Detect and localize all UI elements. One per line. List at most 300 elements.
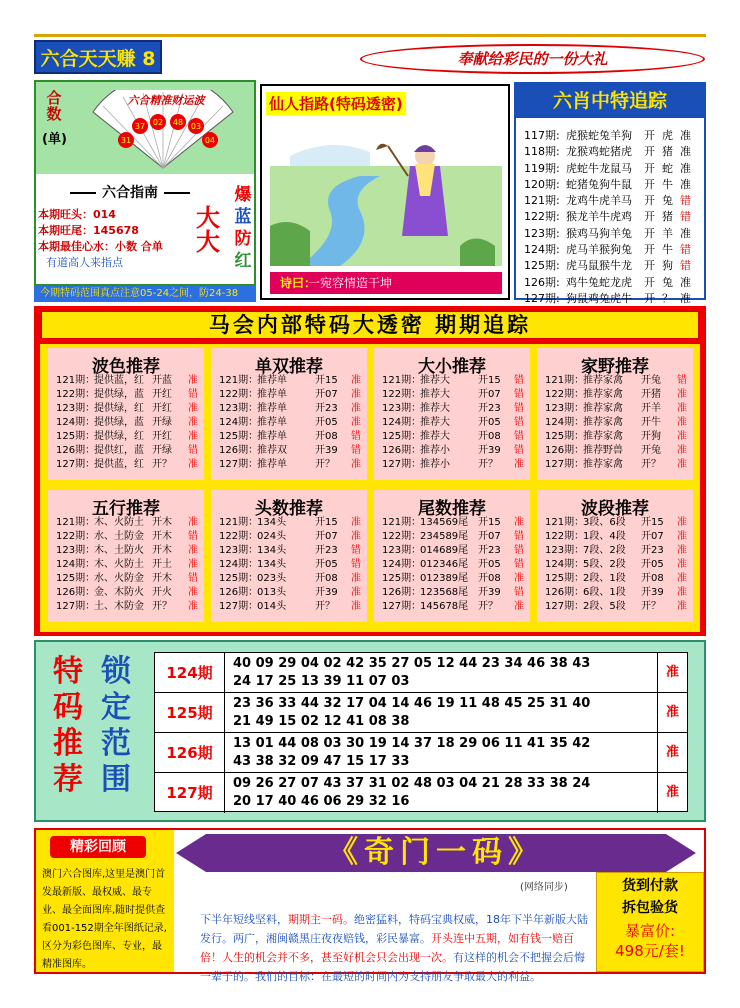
lock-char: 围 bbox=[101, 762, 131, 797]
six-zodiac-z: 蛇猪兔狗牛鼠 bbox=[566, 177, 632, 191]
recommend-p: 127期： bbox=[382, 459, 422, 470]
recommend-card-title: 单双推荐 bbox=[255, 357, 323, 377]
lock-char: 特 bbox=[53, 654, 83, 689]
recommend-s: 准 bbox=[677, 545, 687, 556]
svg-text:31: 31 bbox=[120, 136, 132, 145]
recommend-row bbox=[48, 516, 204, 530]
recommend-s: 准 bbox=[351, 517, 361, 528]
recommend-c: 木、土防火 bbox=[94, 545, 144, 556]
recommend-o: 开07 bbox=[315, 389, 338, 400]
recommend-row bbox=[374, 600, 530, 614]
recommend-row bbox=[211, 516, 367, 530]
qimen-body-c: 绝密猛料，特码宝典权威，18年下半年新版大陆发行。两广，湘闽赣黑庄夜夜赔钱，彩民暴富。 bbox=[200, 913, 588, 945]
recommend-row bbox=[211, 374, 367, 388]
recommend-card-title: 尾数推荐 bbox=[418, 499, 486, 519]
recommend-o: 开兔 bbox=[641, 445, 661, 456]
recommend-p: 126期： bbox=[382, 445, 422, 456]
recommend-s: 错 bbox=[351, 559, 361, 570]
recommend-s: 错 bbox=[514, 445, 524, 456]
lock-numbers-line2: 43 38 32 09 47 15 17 33 bbox=[233, 754, 410, 769]
recommend-p: 127期： bbox=[56, 459, 96, 470]
recommend-p: 124期： bbox=[382, 559, 422, 570]
recommend-c: 提供红，蓝 bbox=[94, 445, 144, 456]
recommend-row bbox=[374, 572, 530, 586]
recommend-s: 准 bbox=[188, 459, 198, 470]
recommend-o: 开08 bbox=[478, 431, 501, 442]
recommend-row bbox=[48, 572, 204, 586]
recommend-s: 错 bbox=[188, 573, 198, 584]
recommend-s: 错 bbox=[514, 389, 524, 400]
recommend-o: 开05 bbox=[315, 559, 338, 570]
six-zodiac-p: 125期: bbox=[524, 259, 560, 273]
recommend-row bbox=[211, 416, 367, 430]
fan-title: 六合精准财运波 bbox=[127, 94, 205, 107]
recommend-s: 错 bbox=[188, 531, 198, 542]
six-zodiac-r: 蛇 bbox=[662, 161, 673, 175]
recommend-row bbox=[48, 402, 204, 416]
recommend-p: 122期： bbox=[382, 389, 422, 400]
six-zodiac-z: 狗鼠鸡兔虎牛 bbox=[566, 291, 632, 305]
six-zodiac-s: 准 bbox=[680, 145, 691, 159]
recommend-o: 开23 bbox=[478, 403, 501, 414]
recommend-o: 开08 bbox=[315, 573, 338, 584]
recommend-row bbox=[211, 600, 367, 614]
svg-text:48: 48 bbox=[172, 118, 184, 127]
recommend-s: 错 bbox=[677, 375, 687, 386]
recommend-c: 7段、2段 bbox=[583, 545, 626, 556]
lock-table bbox=[154, 652, 688, 812]
recommend-row bbox=[537, 572, 693, 586]
recommend-s: 准 bbox=[188, 375, 198, 386]
recommend-row bbox=[374, 416, 530, 430]
promo-price-label: 暴富价: bbox=[624, 922, 676, 940]
recommend-o: 开39 bbox=[478, 445, 501, 456]
recommend-p: 126期： bbox=[219, 445, 259, 456]
recommend-p: 121期： bbox=[382, 517, 422, 528]
recommend-s: 错 bbox=[188, 445, 198, 456]
recommend-p: 121期： bbox=[382, 375, 422, 386]
recommend-s: 准 bbox=[188, 403, 198, 414]
recommend-card bbox=[211, 348, 367, 480]
six-zodiac-r: 狗 bbox=[662, 259, 673, 273]
lock-char: 推 bbox=[53, 726, 83, 761]
recommend-row bbox=[211, 388, 367, 402]
side-fang: 防 bbox=[234, 229, 252, 249]
recommend-o: 开蓝 bbox=[152, 375, 172, 386]
recommend-p: 124期： bbox=[545, 559, 585, 570]
six-zodiac-p: 123期: bbox=[524, 226, 560, 240]
recommend-p: 126期： bbox=[219, 587, 259, 598]
recommend-s: 错 bbox=[188, 389, 198, 400]
six-zodiac-r: ？ bbox=[662, 291, 673, 305]
six-zodiac-p: 120期: bbox=[524, 177, 560, 191]
side-lan: 蓝 bbox=[234, 207, 252, 227]
recommend-o: 开05 bbox=[478, 559, 501, 570]
review-text: 澳门六合图库,这里是澳门首发最新版、最权威、最专业、最全面图库,随时提供查看001-152期全年图纸记录,区分为彩色图库、专业，最精准图库。 bbox=[42, 869, 167, 970]
lock-period: 125期 bbox=[155, 693, 225, 733]
recommend-s: 准 bbox=[514, 459, 524, 470]
recommend-row bbox=[48, 416, 204, 430]
six-zodiac-z: 猴龙羊牛虎鸡 bbox=[566, 210, 632, 224]
qimen-banner: 《奇门一码》 bbox=[328, 835, 544, 870]
six-zodiac-k: 开 bbox=[644, 145, 655, 159]
svg-text:04: 04 bbox=[204, 136, 216, 145]
recommend-s: 错 bbox=[514, 403, 524, 414]
recommend-p: 123期： bbox=[545, 403, 585, 414]
recommend-p: 123期： bbox=[382, 403, 422, 414]
recommend-row bbox=[48, 444, 204, 458]
six-zodiac-r: 兔 bbox=[662, 275, 673, 289]
recommend-row bbox=[211, 558, 367, 572]
recommend-s: 准 bbox=[677, 531, 687, 542]
guide-title: 六合指南 bbox=[60, 182, 200, 202]
recommend-s: 准 bbox=[188, 559, 198, 570]
lock-status: 准 bbox=[657, 653, 687, 693]
recommend-row bbox=[537, 516, 693, 530]
recommend-row bbox=[48, 388, 204, 402]
six-zodiac-row bbox=[524, 193, 704, 209]
recommend-s: 准 bbox=[351, 573, 361, 584]
recommend-s: 准 bbox=[188, 587, 198, 598]
recommend-p: 124期： bbox=[56, 417, 96, 428]
six-zodiac-row bbox=[524, 226, 704, 242]
guide-line-head: 本期旺头：014 bbox=[38, 208, 116, 221]
recommend-p: 125期： bbox=[545, 573, 585, 584]
recommend-c: 012389尾 bbox=[420, 573, 469, 584]
recommend-p: 124期： bbox=[382, 417, 422, 428]
recommend-s: 准 bbox=[351, 375, 361, 386]
recommend-s: 错 bbox=[351, 545, 361, 556]
lock-status: 准 bbox=[657, 693, 687, 733]
six-zodiac-z: 鸡牛兔蛇龙虎 bbox=[566, 275, 632, 289]
recommend-p: 122期： bbox=[56, 531, 96, 542]
recommend-card-title: 波色推荐 bbox=[92, 357, 160, 377]
recommend-p: 122期： bbox=[219, 389, 259, 400]
recommend-row bbox=[211, 544, 367, 558]
six-zodiac-s: 准 bbox=[680, 129, 691, 142]
recommend-o: 开红 bbox=[152, 403, 172, 414]
recommend-c: 推荐单 bbox=[257, 389, 287, 400]
recommend-card-title: 家野推荐 bbox=[581, 357, 649, 377]
six-zodiac-list bbox=[524, 128, 704, 307]
recommend-c: 推荐家禽 bbox=[583, 459, 623, 470]
recommend-p: 125期： bbox=[219, 573, 259, 584]
recommend-s: 准 bbox=[514, 573, 524, 584]
recommend-row bbox=[537, 430, 693, 444]
six-zodiac-p: 127期: bbox=[524, 291, 560, 305]
recommend-s: 准 bbox=[677, 431, 687, 442]
recommend-row bbox=[48, 558, 204, 572]
guide-line-tail: 本期旺尾：145678 bbox=[38, 224, 139, 237]
recommend-c: 2段、5段 bbox=[583, 601, 626, 612]
lock-numbers-line2: 20 17 40 46 06 29 32 16 bbox=[233, 794, 410, 809]
recommend-p: 122期： bbox=[56, 389, 96, 400]
six-zodiac-s: 错 bbox=[680, 259, 691, 273]
recommend-c: 提供绿，蓝 bbox=[94, 389, 144, 400]
recommend-c: 012346尾 bbox=[420, 559, 469, 570]
recommend-s: 准 bbox=[677, 559, 687, 570]
recommend-o: 开15 bbox=[641, 517, 664, 528]
recommend-c: 推荐单 bbox=[257, 403, 287, 414]
recommend-row bbox=[48, 458, 204, 472]
guide-tag: 有道高人来指点 bbox=[46, 256, 123, 269]
recommend-p: 125期： bbox=[545, 431, 585, 442]
lock-numbers-line1: 40 09 29 04 02 42 35 27 05 12 44 23 34 46 38 43 bbox=[233, 656, 591, 671]
recommend-p: 127期： bbox=[219, 601, 259, 612]
six-zodiac-r: 猪 bbox=[662, 145, 673, 159]
poem-text: 一宛容情造干坤 bbox=[308, 276, 393, 290]
recommend-row bbox=[537, 586, 693, 600]
recommend-p: 121期： bbox=[545, 375, 585, 386]
six-zodiac-s: 准 bbox=[680, 177, 691, 191]
recommend-row bbox=[48, 530, 204, 544]
lock-char: 锁 bbox=[101, 654, 131, 689]
recommend-row bbox=[374, 444, 530, 458]
recommend-p: 123期： bbox=[219, 545, 259, 556]
recommend-c: 推荐大 bbox=[420, 417, 450, 428]
recommend-p: 122期： bbox=[545, 531, 585, 542]
recommend-p: 124期： bbox=[56, 559, 96, 570]
recommend-s: 错 bbox=[514, 587, 524, 598]
recommend-s: 准 bbox=[351, 417, 361, 428]
six-zodiac-k: 开 bbox=[644, 226, 655, 240]
qimen-body-a: 下半年短线坚料， bbox=[200, 913, 288, 926]
lock-numbers-line2: 24 17 25 13 39 11 07 03 bbox=[233, 674, 410, 689]
recommend-s: 准 bbox=[677, 389, 687, 400]
recommend-p: 126期： bbox=[382, 587, 422, 598]
lock-numbers bbox=[233, 735, 653, 771]
recommend-p: 127期： bbox=[56, 601, 96, 612]
recommend-s: 准 bbox=[188, 517, 198, 528]
recommend-o: 开23 bbox=[641, 545, 664, 556]
six-zodiac-row bbox=[524, 242, 704, 258]
six-zodiac-row bbox=[524, 177, 704, 193]
recommend-row bbox=[374, 402, 530, 416]
six-zodiac-r: 牛 bbox=[662, 177, 673, 191]
recommend-o: 开？ bbox=[641, 601, 661, 612]
big-da: 大大 bbox=[196, 204, 220, 256]
recommend-row bbox=[48, 430, 204, 444]
recommend-p: 123期： bbox=[382, 545, 422, 556]
recommend-o: 开08 bbox=[478, 573, 501, 584]
recommend-o: 开绿 bbox=[152, 445, 172, 456]
six-zodiac-k: 开 bbox=[644, 210, 655, 224]
review-title: 精彩回顾 bbox=[50, 836, 146, 858]
recommend-o: 开05 bbox=[641, 559, 664, 570]
recommend-o: 开08 bbox=[315, 431, 338, 442]
recommend-c: 145678尾 bbox=[420, 601, 469, 612]
recommend-c: 3段、6段 bbox=[583, 517, 626, 528]
recommend-s: 准 bbox=[188, 545, 198, 556]
recommend-row bbox=[374, 516, 530, 530]
recommend-c: 推荐小 bbox=[420, 459, 450, 470]
recommend-c: 推荐单 bbox=[257, 431, 287, 442]
recommend-row bbox=[48, 374, 204, 388]
recommend-p: 126期： bbox=[545, 445, 585, 456]
lock-row bbox=[155, 733, 687, 773]
recommend-c: 水、火防金 bbox=[94, 573, 144, 584]
recommend-o: 开08 bbox=[641, 573, 664, 584]
recommend-c: 014头 bbox=[257, 601, 287, 612]
recommend-o: 开兔 bbox=[641, 375, 661, 386]
side-hong: 红 bbox=[234, 251, 252, 271]
recommend-row bbox=[537, 600, 693, 614]
recommend-o: 开39 bbox=[478, 587, 501, 598]
lock-period: 126期 bbox=[155, 733, 225, 773]
promo-inspect: 拆包验货 bbox=[622, 900, 678, 916]
recommend-p: 125期： bbox=[382, 431, 422, 442]
recommend-p: 122期： bbox=[545, 389, 585, 400]
recommend-o: 开？ bbox=[152, 601, 172, 612]
six-zodiac-p: 124期: bbox=[524, 243, 560, 257]
recommend-o: 开39 bbox=[315, 587, 338, 598]
dan-label: (单) bbox=[42, 132, 67, 147]
recommend-p: 124期： bbox=[545, 417, 585, 428]
six-zodiac-k: 开 bbox=[644, 177, 655, 191]
recommend-c: 推荐双 bbox=[257, 445, 287, 456]
recommend-o: 开23 bbox=[315, 545, 338, 556]
recommend-c: 木、火防土 bbox=[94, 559, 144, 570]
recommend-card bbox=[537, 490, 693, 622]
six-zodiac-k: 开 bbox=[644, 243, 655, 257]
qimen-body bbox=[200, 910, 590, 986]
six-zodiac-row bbox=[524, 258, 704, 274]
recommend-row bbox=[211, 402, 367, 416]
recommend-p: 127期： bbox=[545, 459, 585, 470]
recommend-p: 125期： bbox=[56, 431, 96, 442]
lock-numbers bbox=[233, 775, 653, 811]
recommend-row bbox=[374, 458, 530, 472]
six-zodiac-z: 龙猴鸡蛇猪虎 bbox=[566, 145, 632, 159]
six-zodiac-s: 准 bbox=[680, 161, 691, 175]
recommend-o: 开羊 bbox=[641, 403, 661, 414]
recommend-s: 准 bbox=[677, 573, 687, 584]
recommend-c: 推荐家禽 bbox=[583, 417, 623, 428]
recommend-s: 准 bbox=[351, 459, 361, 470]
recommend-s: 错 bbox=[514, 559, 524, 570]
recommend-card bbox=[48, 490, 204, 622]
recommend-p: 123期： bbox=[56, 545, 96, 556]
recommend-p: 121期： bbox=[545, 517, 585, 528]
poem-label: 诗曰： bbox=[280, 276, 317, 290]
recommend-o: 开23 bbox=[478, 545, 501, 556]
recommend-s: 准 bbox=[677, 417, 687, 428]
recommend-p: 127期： bbox=[382, 601, 422, 612]
recommend-s: 错 bbox=[514, 531, 524, 542]
lock-char: 荐 bbox=[53, 762, 83, 797]
recommend-s: 错 bbox=[514, 545, 524, 556]
recommend-s: 准 bbox=[351, 601, 361, 612]
recommend-p: 121期： bbox=[219, 375, 259, 386]
six-zodiac-p: 119期: bbox=[524, 161, 560, 175]
range-bar: 今期特码范围真点注意05-24之间，防24-38 bbox=[34, 286, 256, 302]
recommend-p: 127期： bbox=[545, 601, 585, 612]
recommend-row bbox=[537, 374, 693, 388]
qimen-body-b: 期期主一码。 bbox=[288, 913, 354, 926]
poem-bar bbox=[270, 272, 502, 294]
lock-period: 124期 bbox=[155, 653, 225, 693]
recommend-c: 6段、1段 bbox=[583, 587, 626, 598]
recommend-c: 134头 bbox=[257, 545, 287, 556]
recommend-row bbox=[537, 530, 693, 544]
recommend-row bbox=[374, 430, 530, 444]
recommend-p: 123期： bbox=[56, 403, 96, 414]
six-zodiac-p: 118期: bbox=[524, 145, 560, 159]
six-zodiac-s: 错 bbox=[680, 210, 691, 224]
recommend-s: 错 bbox=[514, 375, 524, 386]
six-zodiac-p: 121期: bbox=[524, 194, 560, 208]
recommend-o: 开木 bbox=[152, 517, 172, 528]
recommend-o: 开05 bbox=[315, 417, 338, 428]
recommend-card bbox=[211, 490, 367, 622]
six-zodiac-k: 开 bbox=[644, 161, 655, 175]
six-zodiac-r: 虎 bbox=[662, 129, 673, 142]
recommend-c: 134569尾 bbox=[420, 517, 469, 528]
six-zodiac-z: 虎蛇牛龙鼠马 bbox=[566, 161, 632, 175]
recommend-o: 开？ bbox=[152, 459, 172, 470]
header-slogan: 奉献给彩民的一份大礼 bbox=[360, 44, 705, 74]
qimen-body-e: 有这样的机会不把握会后悔一辈子的。我们的目标：在最短的时间内为支持朋友争取最大的利益。 bbox=[200, 951, 585, 983]
recommend-o: 开？ bbox=[315, 601, 335, 612]
recommend-s: 准 bbox=[677, 587, 687, 598]
recommend-c: 提供绿，蓝 bbox=[94, 417, 144, 428]
recommend-row bbox=[374, 544, 530, 558]
recommend-p: 122期： bbox=[382, 531, 422, 542]
recommend-c: 2段、1段 bbox=[583, 573, 626, 584]
recommend-s: 准 bbox=[677, 403, 687, 414]
recommend-o: 开？ bbox=[478, 459, 498, 470]
lock-numbers bbox=[233, 695, 653, 731]
recommend-card-title: 五行推荐 bbox=[92, 499, 160, 519]
lock-period: 127期 bbox=[155, 773, 225, 813]
recommend-row bbox=[537, 402, 693, 416]
recommend-row bbox=[211, 458, 367, 472]
recommend-p: 121期： bbox=[56, 375, 96, 386]
recommend-c: 推荐大 bbox=[420, 389, 450, 400]
recommend-p: 124期： bbox=[219, 417, 259, 428]
recommend-c: 推荐家禽 bbox=[583, 375, 623, 386]
recommend-o: 开牛 bbox=[641, 417, 661, 428]
recommend-c: 023头 bbox=[257, 573, 287, 584]
recommend-card bbox=[537, 348, 693, 480]
recommend-s: 准 bbox=[677, 517, 687, 528]
recommend-row bbox=[537, 388, 693, 402]
recommend-row bbox=[211, 572, 367, 586]
recommend-c: 提供绿，红 bbox=[94, 403, 144, 414]
recommend-card bbox=[374, 348, 530, 480]
recommend-c: 推荐野兽 bbox=[583, 445, 623, 456]
recommend-s: 错 bbox=[514, 417, 524, 428]
six-zodiac-r: 猪 bbox=[662, 210, 673, 224]
recommend-c: 推荐大 bbox=[420, 403, 450, 414]
recommend-s: 准 bbox=[188, 431, 198, 442]
header-rule bbox=[34, 34, 706, 37]
recommend-o: 开猪 bbox=[641, 389, 661, 400]
promo-cod: 货到付款 bbox=[622, 878, 678, 894]
six-zodiac-s: 错 bbox=[680, 243, 691, 257]
svg-text:37: 37 bbox=[134, 122, 146, 131]
six-zodiac-row bbox=[524, 144, 704, 160]
recommend-o: 开？ bbox=[478, 601, 498, 612]
six-zodiac-z: 虎马鼠猴牛龙 bbox=[566, 259, 632, 273]
recommend-o: 开15 bbox=[315, 517, 338, 528]
recommend-row bbox=[537, 458, 693, 472]
recommend-c: 推荐大 bbox=[420, 431, 450, 442]
recommend-p: 121期： bbox=[56, 517, 96, 528]
recommend-c: 013头 bbox=[257, 587, 287, 598]
page-title: 六合天天赚 8 bbox=[34, 40, 162, 74]
recommend-o: 开07 bbox=[641, 531, 664, 542]
